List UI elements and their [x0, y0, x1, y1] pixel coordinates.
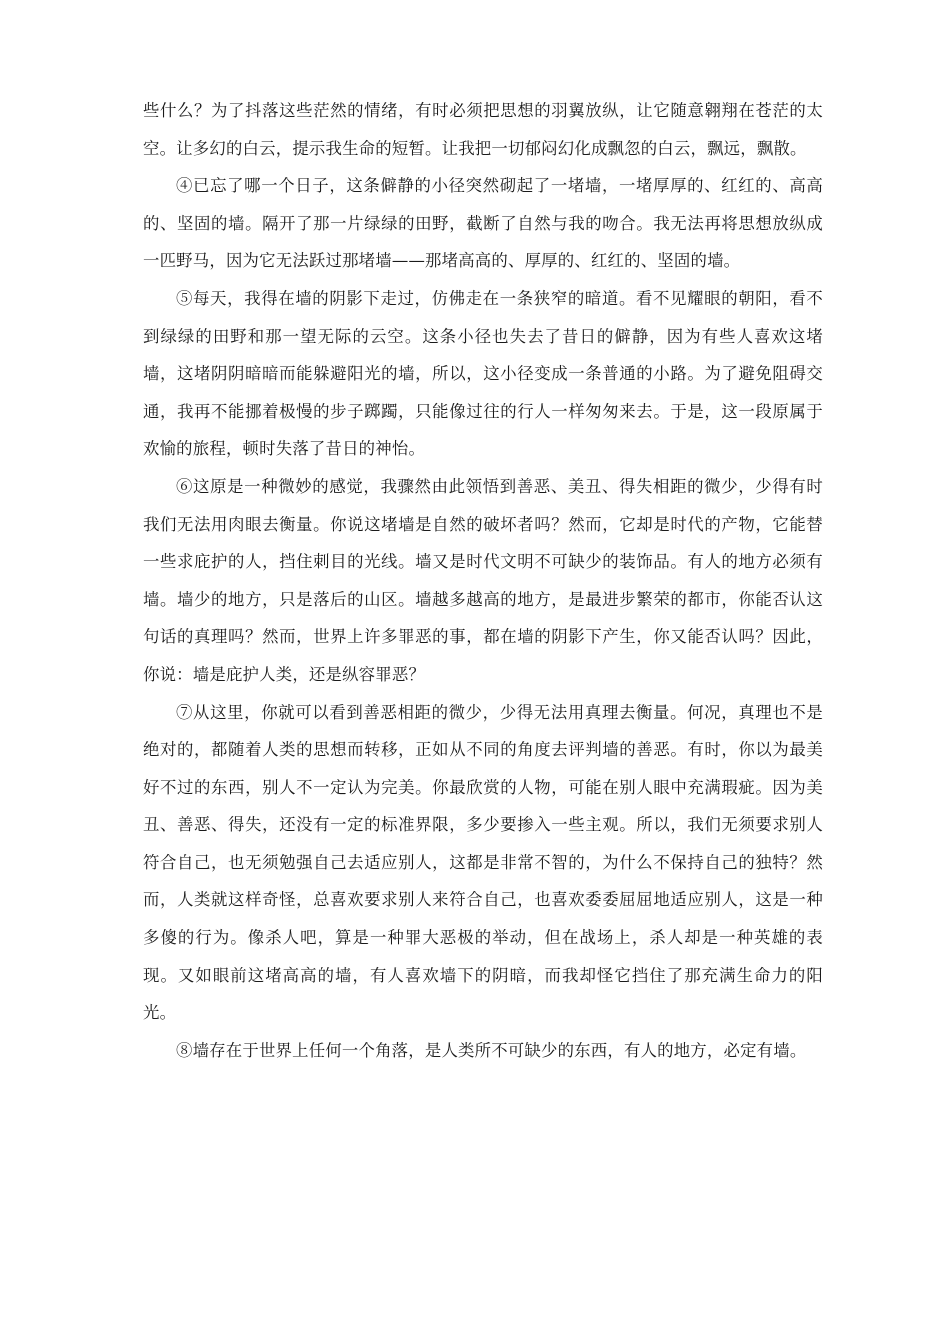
paragraph-8: ⑧墙存在于世界上任何一个角落，是人类所不可缺少的东西，有人的地方，必定有墙。	[176, 1040, 807, 1060]
paragraph-4: ④已忘了哪一个日子，这条僻静的小径突然砌起了一堵墙，一堵厚厚的、红红的、高高的、坚固的墙。隔开了那一片绿绿的田野，截断了自然与我的吻合。我无法再将思想放纵成一匹野马，因为它无法跃过那堵墙——那堵高高的、厚厚的、红红的、坚固的墙。	[143, 176, 823, 271]
paragraph-continuation: 些什么？为了抖落这些茫然的情绪，有时必须把思想的羽翼放纵，让它随意翱翔在苍茫的太空。让多幻的白云，提示我生命的短暂。让我把一切郁闷幻化成飘忽的白云，飘远，飘散。	[143, 101, 823, 158]
paragraph-5: ⑤每天，我得在墙的阴影下走过，仿佛走在一条狭窄的暗道。看不见耀眼的朝阳，看不到绿绿的田野和那一望无际的云空。这条小径也失去了昔日的僻静，因为有些人喜欢这堵墙，这堵阴阴暗暗而能躲避阳光的墙，所以，这小径变成一条普通的小路。为了避免阻碍交通，我再不能挪着极慢的步子踯躅，只能像过往的行人一样匆匆来去。于是，这一段原属于欢愉的旅程，顿时失落了昔日的神怡。	[143, 288, 823, 459]
paragraph-7: ⑦从这里，你就可以看到善恶相距的微少，少得无法用真理去衡量。何况，真理也不是绝对的，都随着人类的思想而转移，正如从不同的角度去评判墙的善恶。有时，你以为最美好不过的东西，别人不一定认为完美。你最欣赏的人物，可能在别人眼中充满瑕疵。因为美丑、善恶、得失，还没有一定的标准界限，多少要掺入一些主观。所以，我们无须要求别人符合自己，也无须勉强自己去适应别人，这都是非常不智的，为什么不保持自己的独特？然而，人类就这样奇怪，总喜欢要求别人来符合自己，也喜欢委委屈屈地适应别人，这是一种多傻的行为。像杀人吧，算是一种罪大恶极的举动，但在战场上，杀人却是一种英雄的表现。又如眼前这堵高高的墙，有人喜欢墙下的阴暗，而我却怪它挡住了那充满生命力的阳光。	[143, 702, 823, 1023]
paragraph-6: ⑥这原是一种微妙的感觉，我骤然由此领悟到善恶、美丑、得失相距的微少，少得有时我们无法用肉眼去衡量。你说这堵墙是自然的破坏者吗？然而，它却是时代的产物，它能替一些求庇护的人，挡住刺目的光线。墙又是时代文明不可缺少的装饰品。有人的地方必须有墙。墙少的地方，只是落后的山区。墙越多越高的地方，是最进步繁荣的都市，你能否认这句话的真理吗？然而，世界上许多罪恶的事，都在墙的阴影下产生，你又能否认吗？因此，你说：墙是庇护人类，还是纵容罪恶？	[143, 476, 823, 684]
document-body	[143, 92, 823, 1069]
